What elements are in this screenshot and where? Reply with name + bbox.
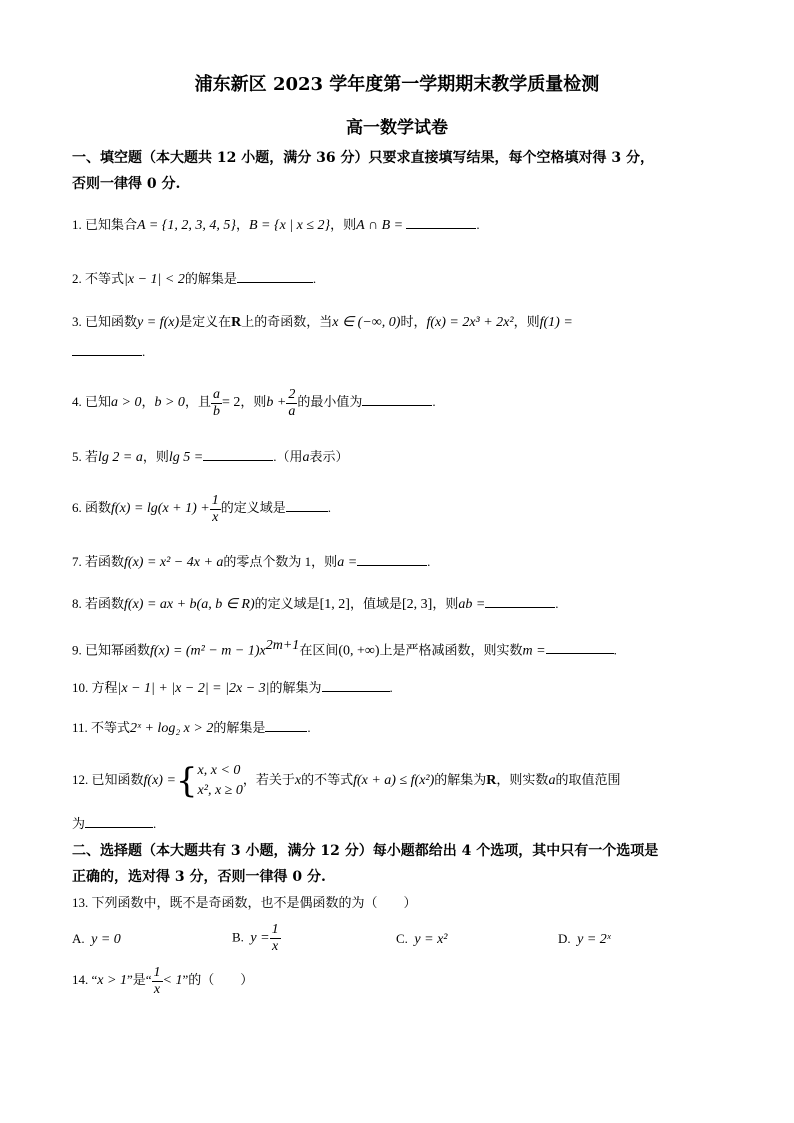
q12-case1: x, x < 0 [197,763,241,779]
q12-var-a: a [548,773,556,788]
q13-option-b-fraction [270,922,281,955]
q13-option-c-label: C. [396,931,408,946]
q1-end: . [476,217,480,232]
q6-answer-blank[interactable] [286,499,328,512]
q14-prefix: 14. “ [72,972,98,987]
q12-piecewise-cases [198,761,243,801]
q4-eq: = 2 [221,395,241,410]
q8-mid: 的定义域是 [254,596,320,611]
section-2-heading [72,838,732,890]
q12-prefix: 12. 已知函数 [72,772,144,787]
question-4 [72,384,732,421]
q12-post: ，则实数 [496,772,549,787]
q5-mid: ，则 [142,449,169,464]
q13-option-a[interactable] [72,931,121,948]
question-1 [72,216,732,235]
q13-option-c[interactable] [396,931,448,948]
q8-answer-blank[interactable] [485,595,555,608]
q5-condition: lg 2 = a [98,450,143,465]
q4-answer-blank[interactable] [362,393,432,406]
q2-expr: |x − 1| < 2 [124,272,185,287]
q8-mid2: ，值域是 [349,596,402,611]
section-1-heading [72,145,732,197]
q11-answer-blank[interactable] [265,719,307,732]
q4-sep1: ， [141,394,155,409]
exam-title: 浦东新区 2023 学年度第一学期期末教学质量检测 [194,74,600,95]
q8-range: [2, 3] [401,597,433,612]
q5-answer-blank[interactable] [203,448,273,461]
q9-prefix: 9. 已知幂函数 [72,642,151,658]
q5-prefix: 5. 若 [72,449,99,464]
q4-frac-num: a [212,386,220,402]
q8-mid3: ，则 [432,596,459,611]
q10-prefix: 10. 方程 [72,680,118,695]
question-7 [72,553,732,572]
q4-end: . [432,394,436,409]
q12-var: x [294,773,302,788]
q12-post2: 的取值范围 [555,772,621,787]
section-2-heading-line1: 二、选择题（本大题共有 3 小题，满分 12 分）每小题都给出 4 个选项，其中只有一个选项是 [72,843,659,859]
q1-mid: ，则 [330,217,357,232]
question-14 [72,962,732,999]
q6-prefix: 6. 函数 [72,500,112,515]
q9-end: . [613,642,617,658]
q5-post2: 表示） [309,449,349,464]
q6-fraction-1-over-x [210,493,221,526]
q12-function: f(x) = [143,773,176,788]
q11-prefix: 11. 不等式 [72,720,131,735]
question-10 [72,679,732,698]
q13-option-a-expr: y = 0 [91,932,121,947]
q10-equation: |x − 1| + |x − 2| = |2x − 3| [117,681,270,696]
q4-frac2-num: 2 [288,386,296,402]
q14-post: ”的（ ） [182,972,254,987]
q4-frac-den: b [212,403,220,419]
q10-end: . [389,680,393,695]
q9-mid: 在区间 [299,642,339,658]
q6-frac-num: 1 [211,492,219,508]
question-3-line2 [72,343,732,361]
q4-condition-a: a > 0 [111,395,142,410]
question-11 [72,719,732,738]
q2-post: 的解集是 [184,271,237,286]
q1-set-a: A = {1, 2, 3, 4, 5} [137,218,236,233]
q9-answer-blank[interactable] [546,641,614,654]
q11-inequality: 2ˣ + log₂ x > 2 [130,721,214,736]
q11-post: 的解集是 [213,720,266,735]
q10-answer-blank[interactable] [322,679,390,692]
q3-answer-blank[interactable] [72,343,142,356]
question-2 [72,270,732,289]
question-12 [72,758,732,803]
q12-case2: x², x ≥ 0 [197,783,243,799]
q14-frac-den: x [153,981,161,997]
q3-mid4: ，则 [513,314,540,329]
question-5 [72,448,732,467]
section-1-heading-line2: 否则一律得 0 分. [72,176,181,192]
q13-option-b-frac-den: x [271,939,279,954]
q5-post: .（用 [273,449,303,464]
q9-ask: m = [522,643,546,659]
section-1-heading-line1: 一、填空题（本大题共 12 小题，满分 36 分）只要求直接填写结果，每个空格填对得 3 分， [72,150,654,166]
q6-function: f(x) = lg(x + 1) + [111,501,210,516]
q8-prefix: 8. 若函数 [72,596,125,611]
q1-sep: ， [235,217,249,232]
exam-subtitle: 高一数学试卷 [346,118,448,138]
question-13 [72,894,732,912]
q1-expr: A ∩ B = [356,218,404,233]
q3-rule: f(x) = 2x³ + 2x² [426,315,514,330]
q8-function: f(x) = ax + b(a, b ∈ R) [124,597,255,612]
q13-option-b[interactable] [232,922,281,955]
q13-option-a-label: A. [72,931,85,946]
q7-ask: a = [337,555,358,570]
q12-mid3: 的解集为 [434,772,487,787]
q10-post: 的解集为 [269,680,322,695]
q4-sep2: ，且 [184,394,211,409]
q2-answer-blank[interactable] [237,270,313,283]
q6-frac-den: x [212,509,219,525]
q7-post: 的零点个数为 1，则 [223,554,338,569]
q4-mid: ，则 [240,394,267,409]
q3-mid3: 时， [400,314,427,329]
q9-exponent: 2m+1 [265,638,300,653]
q6-end: . [327,500,331,515]
q7-end: . [427,554,431,569]
q9-post: 上是严格减函数，则实数 [379,642,523,658]
q13-stem: 13. 下列函数中，既不是奇函数，也不是偶函数的为（ ） [72,895,417,910]
q6-post: 的定义域是 [220,500,286,515]
q4-fraction-2-over-a [286,387,297,420]
q3-function: y = f(x) [137,315,180,330]
q3-real-set: R [231,315,242,330]
question-8 [72,595,732,614]
q7-prefix: 7. 若函数 [72,554,125,569]
q1-set-b: B = {x | x ≤ 2} [248,218,331,233]
q14-mid: ”是“ [126,972,152,987]
q9-interval: (0, +∞) [338,643,380,659]
question-12-line2 [72,815,732,833]
q3-prefix: 3. 已知函数 [72,314,138,329]
left-brace-icon: { [175,761,198,802]
q12-mid2: 的不等式 [301,772,354,787]
q8-end: . [555,596,559,611]
q3-mid1: 是定义在 [179,314,232,329]
q2-prefix: 2. 不等式 [72,271,125,286]
q3-mid2: 上的奇函数，当 [241,314,333,329]
q8-ask: ab = [458,597,486,612]
q12-line2: 为 [72,816,86,831]
q14-fraction [152,965,163,998]
question-6 [72,490,732,527]
q13-option-d-expr: y = 2ˣ [577,932,611,947]
q8-domain: [1, 2] [319,597,350,612]
q1-answer-blank[interactable] [406,216,476,229]
q9-function: f(x) = (m² − m − 1)x [150,643,266,659]
question-9 [72,637,732,660]
q4-b-plus: b + [266,395,287,410]
q13-option-b-label: B. [232,929,244,945]
q5-var: a [302,450,310,465]
q13-option-b-frac-num: 1 [271,922,279,937]
q1-prefix: 1. 已知集合 [72,217,138,232]
q4-condition-b: b > 0 [154,395,185,410]
q3-ask: f(1) = [539,315,573,330]
q14-condition-2: < 1 [162,973,183,988]
q4-prefix: 4. 已知 [72,394,112,409]
q11-end: . [307,720,311,735]
q4-fraction-a-over-b [211,387,222,420]
q12-end: . [153,816,157,831]
q12-real-set: R [486,773,497,788]
q13-option-b-expr: y = [250,930,270,946]
q12-answer-blank[interactable] [85,815,153,828]
q12-inequality: f(x + a) ≤ f(x²) [353,773,435,788]
q13-option-c-expr: y = x² [414,932,448,947]
q3-end: . [142,344,146,359]
q7-function: f(x) = x² − 4x + a [124,555,224,570]
q4-post: 的最小值为 [297,394,363,409]
section-2-heading-line2: 正确的，选对得 3 分，否则一律得 0 分. [72,869,326,885]
q7-answer-blank[interactable] [357,553,427,566]
q5-ask: lg 5 = [168,450,204,465]
q3-domain: x ∈ (−∞, 0) [332,315,401,330]
q13-option-d-label: D. [558,931,571,946]
q13-option-d[interactable] [558,931,611,948]
q2-end: . [312,271,317,286]
q14-condition-1: x > 1 [97,973,127,988]
q12-mid: ，若关于 [242,772,295,787]
question-3 [72,313,732,332]
q4-frac2-den: a [288,403,296,419]
q14-frac-num: 1 [153,964,161,980]
